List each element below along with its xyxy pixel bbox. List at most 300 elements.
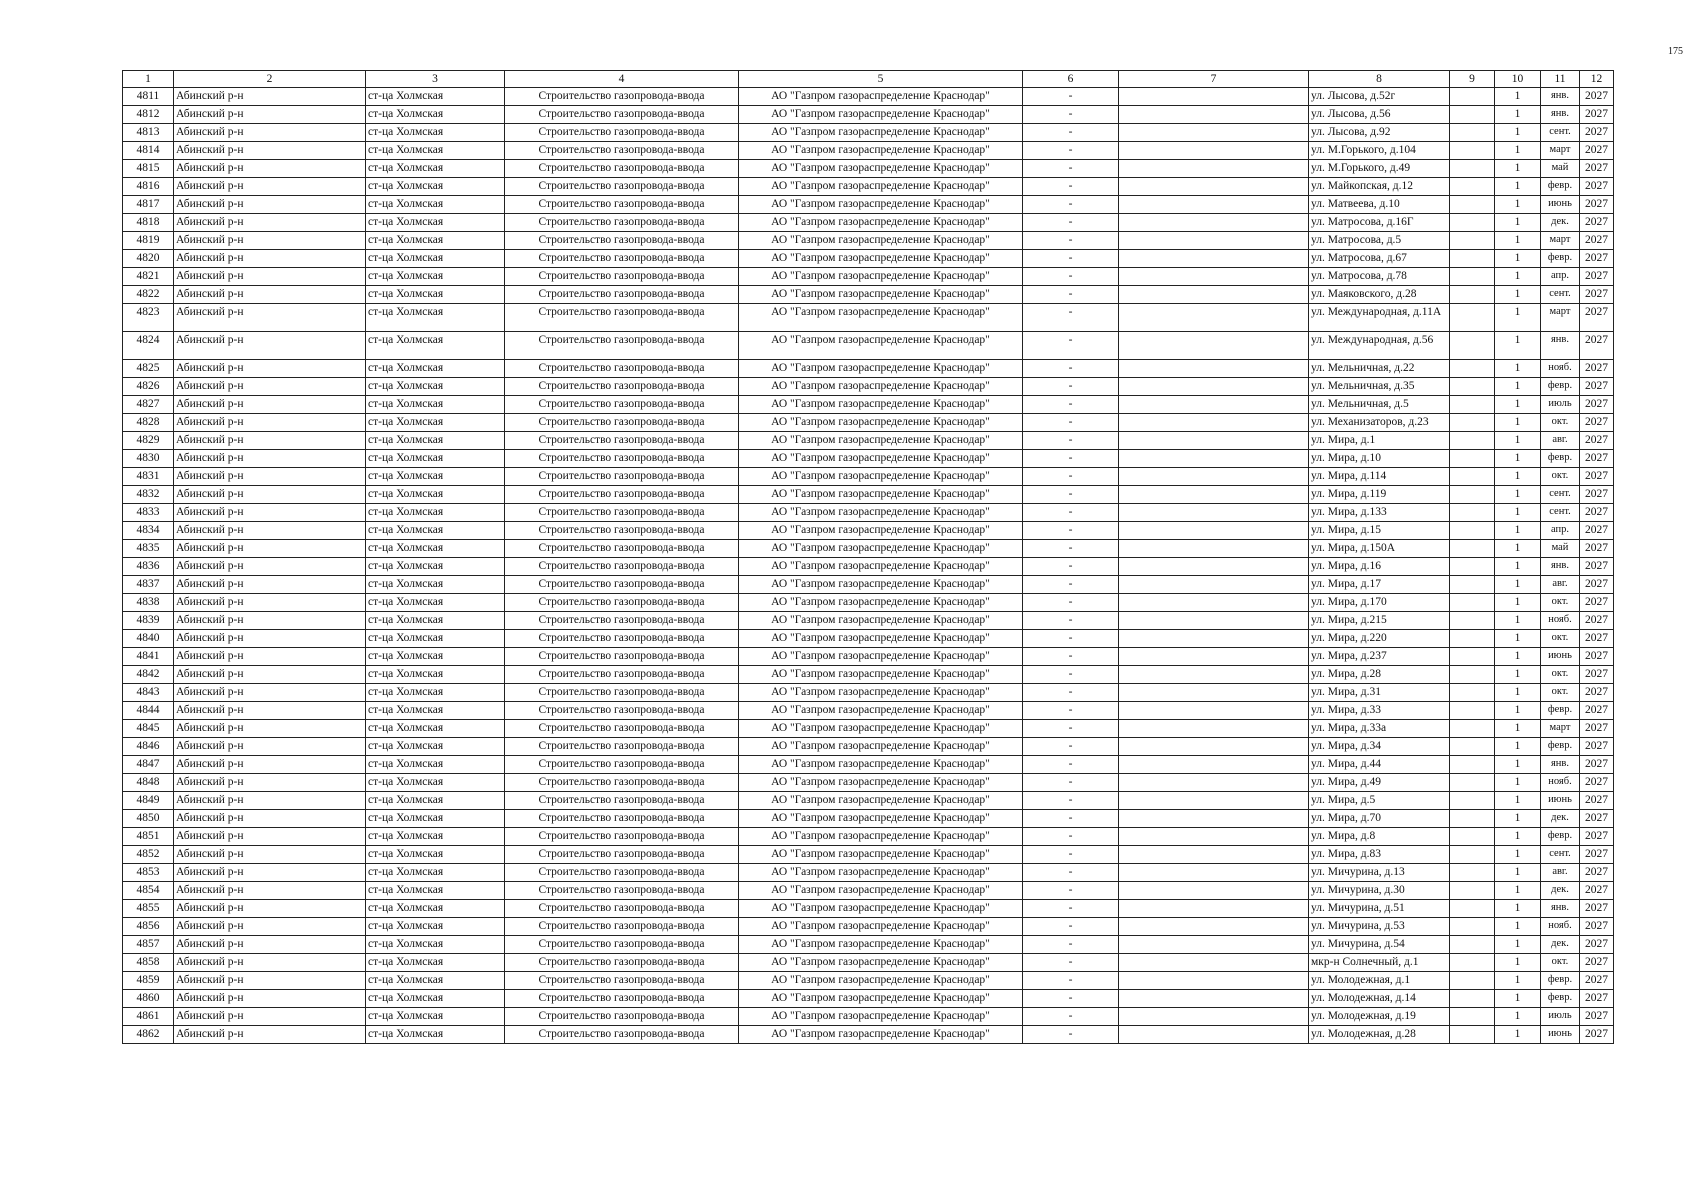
quantity-cell: 1 xyxy=(1495,990,1541,1008)
col7-cell xyxy=(1119,214,1309,232)
organization-cell: АО "Газпром газораспределение Краснодар" xyxy=(739,504,1023,522)
col7-cell xyxy=(1119,286,1309,304)
organization-cell: АО "Газпром газораспределение Краснодар" xyxy=(739,414,1023,432)
district-cell: Абинский р-н xyxy=(174,160,366,178)
year-cell: 2027 xyxy=(1580,558,1614,576)
year-cell: 2027 xyxy=(1580,332,1614,360)
work-type-cell: Строительство газопровода-ввода xyxy=(505,756,739,774)
district-cell: Абинский р-н xyxy=(174,268,366,286)
table-row xyxy=(123,414,1614,432)
work-type-cell: Строительство газопровода-ввода xyxy=(505,738,739,756)
table-row xyxy=(123,450,1614,468)
organization-cell: АО "Газпром газораспределение Краснодар" xyxy=(739,396,1023,414)
col9-cell xyxy=(1450,268,1495,286)
col7-cell xyxy=(1119,332,1309,360)
work-type-cell: Строительство газопровода-ввода xyxy=(505,160,739,178)
month-cell: февр. xyxy=(1541,738,1580,756)
address-cell: ул. Матросова, д.78 xyxy=(1309,268,1450,286)
month-cell: янв. xyxy=(1541,106,1580,124)
address-cell: ул. Молодежная, д.28 xyxy=(1309,1026,1450,1044)
address-cell: ул. Матросова, д.5 xyxy=(1309,232,1450,250)
col6-cell: - xyxy=(1023,1026,1119,1044)
address-cell: ул. Мичурина, д.53 xyxy=(1309,918,1450,936)
settlement-cell: ст-ца Холмская xyxy=(366,232,505,250)
row-number-cell: 4814 xyxy=(123,142,174,160)
work-type-cell: Строительство газопровода-ввода xyxy=(505,304,739,332)
table-row xyxy=(123,954,1614,972)
row-number-cell: 4824 xyxy=(123,332,174,360)
col7-cell xyxy=(1119,232,1309,250)
month-cell: окт. xyxy=(1541,414,1580,432)
address-cell: ул. Мира, д.83 xyxy=(1309,846,1450,864)
address-cell: ул. Матросова, д.67 xyxy=(1309,250,1450,268)
month-cell: июнь xyxy=(1541,792,1580,810)
district-cell: Абинский р-н xyxy=(174,774,366,792)
settlement-cell: ст-ца Холмская xyxy=(366,106,505,124)
district-cell: Абинский р-н xyxy=(174,178,366,196)
settlement-cell: ст-ца Холмская xyxy=(366,522,505,540)
month-cell: дек. xyxy=(1541,882,1580,900)
quantity-cell: 1 xyxy=(1495,864,1541,882)
quantity-cell: 1 xyxy=(1495,414,1541,432)
col6-cell: - xyxy=(1023,360,1119,378)
col7-cell xyxy=(1119,810,1309,828)
col6-cell: - xyxy=(1023,954,1119,972)
col9-cell xyxy=(1450,720,1495,738)
address-cell: ул. Молодежная, д.14 xyxy=(1309,990,1450,1008)
district-cell: Абинский р-н xyxy=(174,612,366,630)
district-cell: Абинский р-н xyxy=(174,304,366,332)
work-type-cell: Строительство газопровода-ввода xyxy=(505,286,739,304)
work-type-cell: Строительство газопровода-ввода xyxy=(505,1026,739,1044)
year-cell: 2027 xyxy=(1580,900,1614,918)
address-cell: ул. Мира, д.31 xyxy=(1309,684,1450,702)
quantity-cell: 1 xyxy=(1495,774,1541,792)
col9-cell xyxy=(1450,486,1495,504)
district-cell: Абинский р-н xyxy=(174,540,366,558)
year-cell: 2027 xyxy=(1580,378,1614,396)
organization-cell: АО "Газпром газораспределение Краснодар" xyxy=(739,1026,1023,1044)
row-number-cell: 4825 xyxy=(123,360,174,378)
month-cell: окт. xyxy=(1541,630,1580,648)
quantity-cell: 1 xyxy=(1495,88,1541,106)
settlement-cell: ст-ца Холмская xyxy=(366,486,505,504)
col9-cell xyxy=(1450,612,1495,630)
work-type-cell: Строительство газопровода-ввода xyxy=(505,468,739,486)
row-number-cell: 4820 xyxy=(123,250,174,268)
col9-cell xyxy=(1450,540,1495,558)
year-cell: 2027 xyxy=(1580,486,1614,504)
address-cell: ул. Лысова, д.56 xyxy=(1309,106,1450,124)
quantity-cell: 1 xyxy=(1495,360,1541,378)
col9-cell xyxy=(1450,250,1495,268)
address-cell: ул. Международная, д.11А xyxy=(1309,304,1450,332)
year-cell: 2027 xyxy=(1580,432,1614,450)
row-number-cell: 4848 xyxy=(123,774,174,792)
table-row xyxy=(123,720,1614,738)
col7-cell xyxy=(1119,882,1309,900)
month-cell: июнь xyxy=(1541,1026,1580,1044)
month-cell: июнь xyxy=(1541,648,1580,666)
col9-cell xyxy=(1450,900,1495,918)
work-type-cell: Строительство газопровода-ввода xyxy=(505,918,739,936)
quantity-cell: 1 xyxy=(1495,468,1541,486)
settlement-cell: ст-ца Холмская xyxy=(366,792,505,810)
district-cell: Абинский р-н xyxy=(174,396,366,414)
district-cell: Абинский р-н xyxy=(174,232,366,250)
quantity-cell: 1 xyxy=(1495,214,1541,232)
col9-cell xyxy=(1450,1008,1495,1026)
col7-cell xyxy=(1119,178,1309,196)
col6-cell: - xyxy=(1023,160,1119,178)
quantity-cell: 1 xyxy=(1495,196,1541,214)
col7-cell xyxy=(1119,918,1309,936)
organization-cell: АО "Газпром газораспределение Краснодар" xyxy=(739,756,1023,774)
table-row xyxy=(123,160,1614,178)
organization-cell: АО "Газпром газораспределение Краснодар" xyxy=(739,106,1023,124)
organization-cell: АО "Газпром газораспределение Краснодар" xyxy=(739,594,1023,612)
col9-cell xyxy=(1450,1026,1495,1044)
table-row xyxy=(123,810,1614,828)
column-header: 5 xyxy=(739,71,1023,88)
column-header: 2 xyxy=(174,71,366,88)
col9-cell xyxy=(1450,954,1495,972)
col7-cell xyxy=(1119,378,1309,396)
work-type-cell: Строительство газопровода-ввода xyxy=(505,594,739,612)
settlement-cell: ст-ца Холмская xyxy=(366,648,505,666)
col6-cell: - xyxy=(1023,88,1119,106)
quantity-cell: 1 xyxy=(1495,522,1541,540)
col7-cell xyxy=(1119,160,1309,178)
settlement-cell: ст-ца Холмская xyxy=(366,268,505,286)
quantity-cell: 1 xyxy=(1495,630,1541,648)
col7-cell xyxy=(1119,450,1309,468)
year-cell: 2027 xyxy=(1580,882,1614,900)
col9-cell xyxy=(1450,774,1495,792)
col7-cell xyxy=(1119,648,1309,666)
table-row xyxy=(123,774,1614,792)
row-number-cell: 4839 xyxy=(123,612,174,630)
row-number-cell: 4823 xyxy=(123,304,174,332)
district-cell: Абинский р-н xyxy=(174,214,366,232)
month-cell: окт. xyxy=(1541,954,1580,972)
work-type-cell: Строительство газопровода-ввода xyxy=(505,1008,739,1026)
col9-cell xyxy=(1450,846,1495,864)
district-cell: Абинский р-н xyxy=(174,1008,366,1026)
settlement-cell: ст-ца Холмская xyxy=(366,88,505,106)
table-row xyxy=(123,286,1614,304)
settlement-cell: ст-ца Холмская xyxy=(366,250,505,268)
address-cell: ул. Мира, д.28 xyxy=(1309,666,1450,684)
year-cell: 2027 xyxy=(1580,160,1614,178)
table-row xyxy=(123,196,1614,214)
col7-cell xyxy=(1119,702,1309,720)
table-row xyxy=(123,396,1614,414)
row-number-cell: 4835 xyxy=(123,540,174,558)
work-type-cell: Строительство газопровода-ввода xyxy=(505,810,739,828)
month-cell: окт. xyxy=(1541,684,1580,702)
row-number-cell: 4844 xyxy=(123,702,174,720)
table-row xyxy=(123,558,1614,576)
table-row xyxy=(123,106,1614,124)
col9-cell xyxy=(1450,882,1495,900)
quantity-cell: 1 xyxy=(1495,268,1541,286)
settlement-cell: ст-ца Холмская xyxy=(366,360,505,378)
district-cell: Абинский р-н xyxy=(174,468,366,486)
quantity-cell: 1 xyxy=(1495,738,1541,756)
district-cell: Абинский р-н xyxy=(174,196,366,214)
table-row xyxy=(123,612,1614,630)
organization-cell: АО "Газпром газораспределение Краснодар" xyxy=(739,332,1023,360)
organization-cell: АО "Газпром газораспределение Краснодар" xyxy=(739,486,1023,504)
organization-cell: АО "Газпром газораспределение Краснодар" xyxy=(739,630,1023,648)
col9-cell xyxy=(1450,864,1495,882)
col9-cell xyxy=(1450,360,1495,378)
work-type-cell: Строительство газопровода-ввода xyxy=(505,576,739,594)
col6-cell: - xyxy=(1023,396,1119,414)
table-body xyxy=(123,88,1614,1044)
settlement-cell: ст-ца Холмская xyxy=(366,124,505,142)
row-number-cell: 4840 xyxy=(123,630,174,648)
work-type-cell: Строительство газопровода-ввода xyxy=(505,864,739,882)
col9-cell xyxy=(1450,738,1495,756)
table-row xyxy=(123,232,1614,250)
year-cell: 2027 xyxy=(1580,88,1614,106)
year-cell: 2027 xyxy=(1580,414,1614,432)
work-type-cell: Строительство газопровода-ввода xyxy=(505,250,739,268)
quantity-cell: 1 xyxy=(1495,972,1541,990)
settlement-cell: ст-ца Холмская xyxy=(366,304,505,332)
column-header: 9 xyxy=(1450,71,1495,88)
quantity-cell: 1 xyxy=(1495,396,1541,414)
col6-cell: - xyxy=(1023,630,1119,648)
col9-cell xyxy=(1450,990,1495,1008)
address-cell: ул. Мира, д.5 xyxy=(1309,792,1450,810)
organization-cell: АО "Газпром газораспределение Краснодар" xyxy=(739,432,1023,450)
col7-cell xyxy=(1119,612,1309,630)
col6-cell: - xyxy=(1023,540,1119,558)
col9-cell xyxy=(1450,648,1495,666)
district-cell: Абинский р-н xyxy=(174,486,366,504)
col7-cell xyxy=(1119,504,1309,522)
month-cell: апр. xyxy=(1541,522,1580,540)
quantity-cell: 1 xyxy=(1495,828,1541,846)
address-cell: мкр-н Солнечный, д.1 xyxy=(1309,954,1450,972)
organization-cell: АО "Газпром газораспределение Краснодар" xyxy=(739,232,1023,250)
col7-cell xyxy=(1119,846,1309,864)
quantity-cell: 1 xyxy=(1495,792,1541,810)
quantity-cell: 1 xyxy=(1495,432,1541,450)
row-number-cell: 4833 xyxy=(123,504,174,522)
year-cell: 2027 xyxy=(1580,810,1614,828)
month-cell: авг. xyxy=(1541,864,1580,882)
district-cell: Абинский р-н xyxy=(174,286,366,304)
col6-cell: - xyxy=(1023,936,1119,954)
col7-cell xyxy=(1119,432,1309,450)
col7-cell xyxy=(1119,250,1309,268)
col6-cell: - xyxy=(1023,684,1119,702)
col7-cell xyxy=(1119,106,1309,124)
row-number-cell: 4854 xyxy=(123,882,174,900)
table-row xyxy=(123,504,1614,522)
col7-cell xyxy=(1119,594,1309,612)
table-row xyxy=(123,214,1614,232)
table-row xyxy=(123,882,1614,900)
quantity-cell: 1 xyxy=(1495,756,1541,774)
col9-cell xyxy=(1450,576,1495,594)
address-cell: ул. Мира, д.34 xyxy=(1309,738,1450,756)
settlement-cell: ст-ца Холмская xyxy=(366,594,505,612)
work-type-cell: Строительство газопровода-ввода xyxy=(505,702,739,720)
year-cell: 2027 xyxy=(1580,990,1614,1008)
work-type-cell: Строительство газопровода-ввода xyxy=(505,558,739,576)
col9-cell xyxy=(1450,196,1495,214)
address-cell: ул. Мира, д.44 xyxy=(1309,756,1450,774)
year-cell: 2027 xyxy=(1580,576,1614,594)
col7-cell xyxy=(1119,792,1309,810)
column-header: 6 xyxy=(1023,71,1119,88)
organization-cell: АО "Газпром газораспределение Краснодар" xyxy=(739,286,1023,304)
month-cell: сент. xyxy=(1541,486,1580,504)
row-number-cell: 4859 xyxy=(123,972,174,990)
organization-cell: АО "Газпром газораспределение Краснодар" xyxy=(739,142,1023,160)
quantity-cell: 1 xyxy=(1495,178,1541,196)
address-cell: ул. Международная, д.56 xyxy=(1309,332,1450,360)
row-number-cell: 4862 xyxy=(123,1026,174,1044)
col7-cell xyxy=(1119,990,1309,1008)
table-row xyxy=(123,756,1614,774)
year-cell: 2027 xyxy=(1580,268,1614,286)
quantity-cell: 1 xyxy=(1495,648,1541,666)
quantity-cell: 1 xyxy=(1495,846,1541,864)
address-cell: ул. Мельничная, д.22 xyxy=(1309,360,1450,378)
row-number-cell: 4845 xyxy=(123,720,174,738)
address-cell: ул. Мельничная, д.5 xyxy=(1309,396,1450,414)
organization-cell: АО "Газпром газораспределение Краснодар" xyxy=(739,702,1023,720)
table-row xyxy=(123,540,1614,558)
month-cell: февр. xyxy=(1541,972,1580,990)
col6-cell: - xyxy=(1023,214,1119,232)
work-type-cell: Строительство газопровода-ввода xyxy=(505,882,739,900)
work-type-cell: Строительство газопровода-ввода xyxy=(505,360,739,378)
year-cell: 2027 xyxy=(1580,360,1614,378)
row-number-cell: 4847 xyxy=(123,756,174,774)
address-cell: ул. М.Горького, д.49 xyxy=(1309,160,1450,178)
row-number-cell: 4812 xyxy=(123,106,174,124)
work-type-cell: Строительство газопровода-ввода xyxy=(505,124,739,142)
organization-cell: АО "Газпром газораспределение Краснодар" xyxy=(739,378,1023,396)
col6-cell: - xyxy=(1023,332,1119,360)
settlement-cell: ст-ца Холмская xyxy=(366,882,505,900)
month-cell: сент. xyxy=(1541,124,1580,142)
row-number-cell: 4836 xyxy=(123,558,174,576)
col6-cell: - xyxy=(1023,972,1119,990)
quantity-cell: 1 xyxy=(1495,504,1541,522)
table-row xyxy=(123,738,1614,756)
row-number-cell: 4837 xyxy=(123,576,174,594)
col9-cell xyxy=(1450,630,1495,648)
address-cell: ул. Мира, д.33 xyxy=(1309,702,1450,720)
month-cell: сент. xyxy=(1541,504,1580,522)
col6-cell: - xyxy=(1023,702,1119,720)
col9-cell xyxy=(1450,792,1495,810)
quantity-cell: 1 xyxy=(1495,286,1541,304)
year-cell: 2027 xyxy=(1580,648,1614,666)
col9-cell xyxy=(1450,378,1495,396)
year-cell: 2027 xyxy=(1580,304,1614,332)
col7-cell xyxy=(1119,88,1309,106)
district-cell: Абинский р-н xyxy=(174,972,366,990)
organization-cell: АО "Газпром газораспределение Краснодар" xyxy=(739,720,1023,738)
work-type-cell: Строительство газопровода-ввода xyxy=(505,936,739,954)
address-cell: ул. Матросова, д.16Г xyxy=(1309,214,1450,232)
year-cell: 2027 xyxy=(1580,936,1614,954)
col6-cell: - xyxy=(1023,250,1119,268)
year-cell: 2027 xyxy=(1580,972,1614,990)
month-cell: февр. xyxy=(1541,450,1580,468)
col9-cell xyxy=(1450,160,1495,178)
month-cell: февр. xyxy=(1541,702,1580,720)
col6-cell: - xyxy=(1023,432,1119,450)
column-header: 8 xyxy=(1309,71,1450,88)
district-cell: Абинский р-н xyxy=(174,142,366,160)
district-cell: Абинский р-н xyxy=(174,756,366,774)
settlement-cell: ст-ца Холмская xyxy=(366,450,505,468)
organization-cell: АО "Газпром газораспределение Краснодар" xyxy=(739,738,1023,756)
month-cell: февр. xyxy=(1541,378,1580,396)
year-cell: 2027 xyxy=(1580,774,1614,792)
work-type-cell: Строительство газопровода-ввода xyxy=(505,378,739,396)
col6-cell: - xyxy=(1023,522,1119,540)
col6-cell: - xyxy=(1023,268,1119,286)
row-number-cell: 4827 xyxy=(123,396,174,414)
address-cell: ул. Молодежная, д.19 xyxy=(1309,1008,1450,1026)
quantity-cell: 1 xyxy=(1495,142,1541,160)
quantity-cell: 1 xyxy=(1495,684,1541,702)
table-row xyxy=(123,702,1614,720)
month-cell: авг. xyxy=(1541,432,1580,450)
quantity-cell: 1 xyxy=(1495,612,1541,630)
col9-cell xyxy=(1450,396,1495,414)
col6-cell: - xyxy=(1023,792,1119,810)
row-number-cell: 4828 xyxy=(123,414,174,432)
organization-cell: АО "Газпром газораспределение Краснодар" xyxy=(739,558,1023,576)
year-cell: 2027 xyxy=(1580,828,1614,846)
table-row xyxy=(123,268,1614,286)
month-cell: янв. xyxy=(1541,88,1580,106)
table-row xyxy=(123,88,1614,106)
table-row xyxy=(123,648,1614,666)
row-number-cell: 4861 xyxy=(123,1008,174,1026)
col6-cell: - xyxy=(1023,594,1119,612)
settlement-cell: ст-ца Холмская xyxy=(366,702,505,720)
address-cell: ул. Лысова, д.52г xyxy=(1309,88,1450,106)
district-cell: Абинский р-н xyxy=(174,918,366,936)
month-cell: янв. xyxy=(1541,900,1580,918)
district-cell: Абинский р-н xyxy=(174,106,366,124)
col6-cell: - xyxy=(1023,774,1119,792)
work-type-cell: Строительство газопровода-ввода xyxy=(505,828,739,846)
address-cell: ул. Мира, д.10 xyxy=(1309,450,1450,468)
column-header: 4 xyxy=(505,71,739,88)
row-number-cell: 4821 xyxy=(123,268,174,286)
col7-cell xyxy=(1119,828,1309,846)
district-cell: Абинский р-н xyxy=(174,450,366,468)
col7-cell xyxy=(1119,756,1309,774)
month-cell: нояб. xyxy=(1541,360,1580,378)
column-header: 3 xyxy=(366,71,505,88)
work-type-cell: Строительство газопровода-ввода xyxy=(505,396,739,414)
